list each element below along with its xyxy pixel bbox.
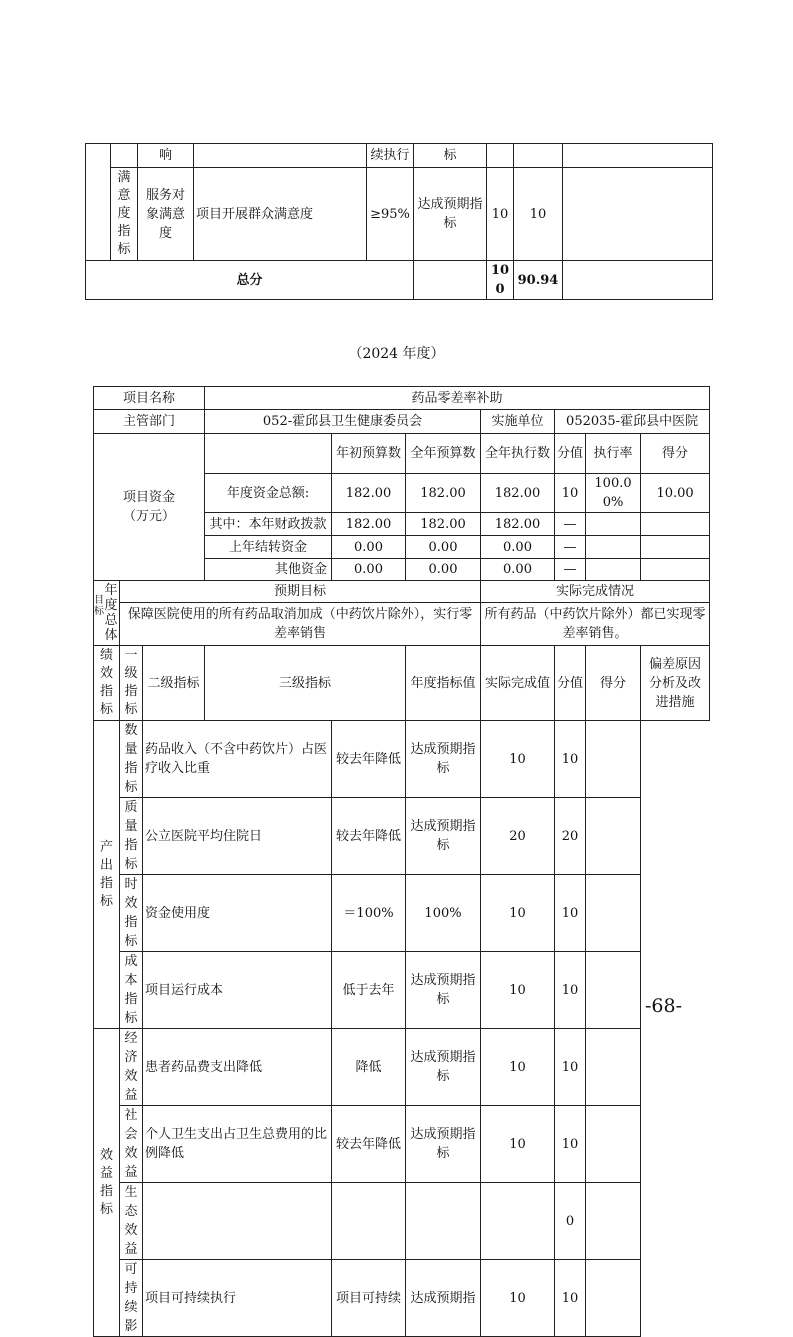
- cell: [641, 559, 710, 581]
- target-value: 低于去年: [332, 952, 406, 1029]
- cell: [586, 536, 641, 559]
- score: 10: [555, 1029, 586, 1106]
- score-value: 10: [481, 952, 555, 1029]
- column-header: 年初预算数: [332, 434, 406, 474]
- level3-indicator: 患者药品费支出降低: [143, 1029, 332, 1106]
- target-value: ＝100%: [332, 875, 406, 952]
- cell: [641, 536, 710, 559]
- goal-header-row: [94, 581, 710, 603]
- actual-value: [406, 1183, 481, 1260]
- actual-value: 达成预期指: [406, 1260, 481, 1337]
- project-name-label: 项目名称: [94, 387, 205, 410]
- cell: 0.00: [332, 559, 406, 581]
- perf-row: [94, 798, 710, 875]
- deviation-note: [586, 1260, 641, 1337]
- actual-value: 100%: [406, 875, 481, 952]
- level3-indicator: 项目运行成本: [143, 952, 332, 1029]
- cell: 182.00: [332, 474, 406, 513]
- column-header: 执行率: [586, 434, 641, 474]
- cell: 0.00: [406, 536, 481, 559]
- goal-row: [94, 603, 710, 646]
- score: 10: [555, 1106, 586, 1183]
- cell: 182.00: [481, 513, 555, 536]
- score: 10: [555, 1260, 586, 1337]
- score: 10: [555, 875, 586, 952]
- cell: 0.00: [406, 559, 481, 581]
- table-row: [86, 168, 713, 261]
- score-value: 10: [481, 1029, 555, 1106]
- level2-indicator: 可持续影: [120, 1260, 143, 1337]
- cell: —: [555, 513, 586, 536]
- level2-indicator: 质量指标: [120, 798, 143, 875]
- score: 10: [514, 168, 563, 261]
- cell: 10.00: [641, 474, 710, 513]
- perf-row: [94, 721, 710, 798]
- page-number: -68-: [645, 995, 683, 1017]
- level2-indicator: 数量指标: [120, 721, 143, 798]
- deviation-note: [586, 875, 641, 952]
- actual-value: 达成预期指标: [406, 1106, 481, 1183]
- column-header: 得分: [641, 434, 710, 474]
- perf-row: [94, 1260, 710, 1337]
- funds-label: 项目资金（万元）: [94, 434, 205, 581]
- year-caption: （2024 年度）: [348, 346, 445, 362]
- score-value: 10: [481, 875, 555, 952]
- cell: 100.00%: [586, 474, 641, 513]
- actual-value: 达成预期指标: [406, 952, 481, 1029]
- level3-indicator: 药品收入（不含中药饮片）占医疗收入比重: [143, 721, 332, 798]
- performance-table: [93, 386, 710, 1337]
- funds-row-label: 年度资金总额:: [205, 474, 332, 513]
- score: 10: [555, 721, 586, 798]
- level2-indicator: 时效指标: [120, 875, 143, 952]
- deviation-note: [586, 952, 641, 1029]
- target-value: ≥95%: [367, 168, 414, 261]
- expected-label: 预期目标: [120, 581, 481, 603]
- previous-performance-table: [85, 143, 713, 300]
- actual-value: 达成预期指标: [406, 1029, 481, 1106]
- funds-row-label: 上年结转资金: [205, 536, 332, 559]
- column-header: 实际完成值: [481, 646, 555, 721]
- score-value: 10: [481, 1106, 555, 1183]
- level1-indicator: 满意度指标: [111, 168, 138, 261]
- column-header: 得分: [586, 646, 641, 721]
- total-row: [86, 261, 713, 300]
- perf-header-row: [94, 646, 710, 721]
- level3-indicator: 资金使用度: [143, 875, 332, 952]
- table-row: [94, 387, 710, 410]
- column-header: 全年预算数: [406, 434, 481, 474]
- column-header: 全年执行数: [481, 434, 555, 474]
- funds-row-label: 其中：本年财政拨款: [205, 513, 332, 536]
- perf-row: [94, 1106, 710, 1183]
- target-value: 项目可持续: [332, 1260, 406, 1337]
- total-score: 90.94: [514, 261, 563, 300]
- cell: 续执行: [367, 144, 414, 168]
- column-header: 二级指标: [143, 646, 205, 721]
- level3-indicator: 个人卫生支出占卫生总费用的比例降低: [143, 1106, 332, 1183]
- cell: 0.00: [332, 536, 406, 559]
- cell: —: [555, 536, 586, 559]
- unit-label: 实施单位: [481, 410, 555, 434]
- deviation-note: [586, 1183, 641, 1260]
- deviation-note: [586, 1106, 641, 1183]
- cell: [641, 513, 710, 536]
- deviation-note: [586, 721, 641, 798]
- unit: 052035-霍邱县中医院: [555, 410, 710, 434]
- actual-result: 所有药品（中药饮片除外）都已实现零差率销售。: [481, 603, 710, 646]
- column-header: 年度指标值: [406, 646, 481, 721]
- table-row: [94, 434, 710, 474]
- goal-label: [94, 581, 120, 646]
- cell: 0.00: [481, 536, 555, 559]
- deviation-note: [586, 798, 641, 875]
- perf-row: [94, 1183, 710, 1260]
- perf-row: [94, 952, 710, 1029]
- column-header: 分值: [555, 646, 586, 721]
- target-value: 降低: [332, 1029, 406, 1106]
- level1-indicator: 效益指标: [94, 1029, 120, 1337]
- cell: 响: [138, 144, 194, 168]
- level3-indicator: 项目可持续执行: [143, 1260, 332, 1337]
- score-value: 20: [481, 798, 555, 875]
- column-header: 偏差原因分析及改进措施: [641, 646, 710, 721]
- level2-indicator: 经济效益: [120, 1029, 143, 1106]
- column-header: 一级指标: [120, 646, 143, 721]
- target-value: 较去年降低: [332, 721, 406, 798]
- cell: 182.00: [406, 513, 481, 536]
- target-value: 较去年降低: [332, 1106, 406, 1183]
- dept: 052-霍邱县卫生健康委员会: [205, 410, 481, 434]
- score-value: 10: [487, 168, 514, 261]
- actual-label: 实际完成情况: [481, 581, 710, 603]
- level1-indicator: 产出指标: [94, 721, 120, 1029]
- score-value: 10: [481, 1260, 555, 1337]
- score: 0: [555, 1183, 586, 1260]
- cell: 标: [414, 144, 487, 168]
- cell: 0.00: [481, 559, 555, 581]
- column-header: 分值: [555, 434, 586, 474]
- level2-indicator: 服务对象满意度: [138, 168, 194, 261]
- project-name: 药品零差率补助: [205, 387, 710, 410]
- actual-value: 达成预期指标: [406, 798, 481, 875]
- score-value: 10: [481, 721, 555, 798]
- level3-indicator: [143, 1183, 332, 1260]
- table-row: [94, 410, 710, 434]
- actual-value: 达成预期指标: [406, 721, 481, 798]
- cell: 182.00: [406, 474, 481, 513]
- cell: —: [555, 559, 586, 581]
- target-value: [332, 1183, 406, 1260]
- level2-indicator: 社会效益: [120, 1106, 143, 1183]
- score: 10: [555, 952, 586, 1029]
- deviation-note: [586, 1029, 641, 1106]
- table-row: [86, 144, 713, 168]
- goal-label-text: 年度总体: [104, 583, 118, 643]
- cell: 10: [555, 474, 586, 513]
- actual-value: 达成预期指标: [414, 168, 487, 261]
- cell: [586, 559, 641, 581]
- perf-row: [94, 875, 710, 952]
- total-score-value: 100: [487, 261, 514, 300]
- dept-label: 主管部门: [94, 410, 205, 434]
- cell: 182.00: [481, 474, 555, 513]
- level2-indicator: 成本指标: [120, 952, 143, 1029]
- perf-row: [94, 1029, 710, 1106]
- score: 20: [555, 798, 586, 875]
- perf-label: 绩效指标: [94, 646, 120, 721]
- level3-indicator: 项目开展群众满意度: [194, 168, 367, 261]
- total-label: 总分: [86, 261, 414, 300]
- column-header: 三级指标: [205, 646, 406, 721]
- goal-label-side: 目标: [94, 595, 104, 617]
- funds-row-label: 其他资金: [205, 559, 332, 581]
- expected-goal: 保障医院使用的所有药品取消加成（中药饮片除外），实行零差率销售: [120, 603, 481, 646]
- target-value: 较去年降低: [332, 798, 406, 875]
- cell: 182.00: [332, 513, 406, 536]
- level3-indicator: 公立医院平均住院日: [143, 798, 332, 875]
- score-value: [481, 1183, 555, 1260]
- cell: [586, 513, 641, 536]
- level2-indicator: 生态效益: [120, 1183, 143, 1260]
